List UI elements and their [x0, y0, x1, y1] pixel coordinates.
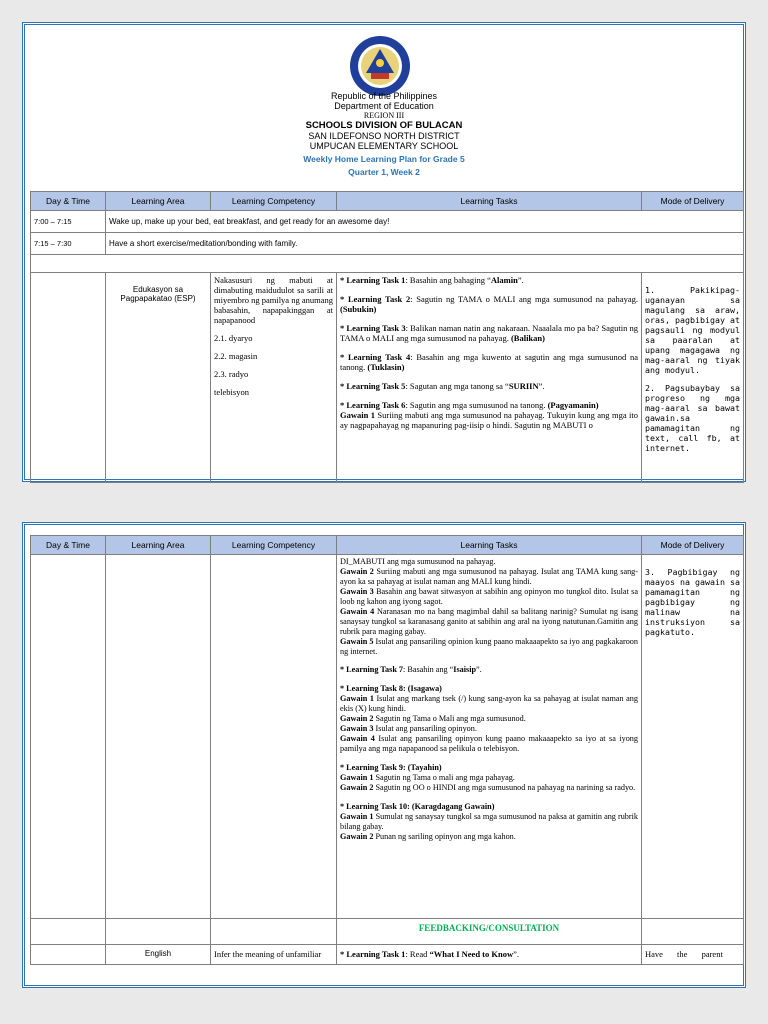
feedback-consultation: FEEDBACKING/CONSULTATION	[337, 919, 642, 945]
page-1	[22, 22, 746, 482]
routine-text: Have a short exercise/meditation/bonding with family.	[106, 233, 744, 255]
learning-area-english: English	[106, 945, 211, 965]
table-row-esp-continued	[31, 555, 744, 919]
table-row-english	[31, 945, 744, 965]
learning-area-cell	[106, 555, 211, 919]
table-row-feedback	[31, 919, 744, 945]
empty-cell	[106, 919, 211, 945]
header-school: UMPUCAN ELEMENTARY SCHOOL	[309, 141, 459, 151]
empty-cell	[642, 919, 744, 945]
col-learning-tasks: Learning Tasks	[337, 536, 642, 555]
col-mode-of-delivery: Mode of Delivery	[642, 536, 744, 555]
time-cell: 7:15 – 7:30	[31, 233, 106, 255]
task-1: * Learning Task 1: Basahin ang bahaging “Alamin”.	[340, 275, 524, 285]
delivery-item-3: 3. Pagbibigay ng maayos na gawain sa pamamagitan ng pagbibigay ng malinaw na instruksiyon sa pagkatuto.	[645, 567, 740, 637]
plan-title: Weekly Home Learning Plan for Grade 5	[303, 154, 465, 164]
task-10: * Learning Task 10: (Karagdagang Gawain) Gawain 1 Sumulat ng sanaysay tungkol sa mga sumusunod na paksa at gamitin ang rubrik bilang gabay. Gawain 2 Punan ng sariling opinyon ang mga kahon.	[340, 802, 638, 841]
table-row	[31, 233, 744, 255]
page-2	[22, 522, 746, 988]
table-row-spacer	[31, 255, 744, 273]
col-day-time: Day & Time	[31, 192, 106, 211]
task-5: * Learning Task 5: Sagutan ang mga tanong sa “SURIIN”.	[340, 381, 545, 391]
col-learning-area: Learning Area	[106, 192, 211, 211]
task-6: * Learning Task 6: Sagutin ang mga sumusunod na tanong. (Pagyamanin) Gawain 1 Suriing mabuti ang mga sumusunod na pahayag. Tukuyin kung ang mga ito ay nagpapahayag ng mapanuring pag-iisip o hindi. Sagutin ng MABUTI o	[340, 400, 638, 430]
spacer-cell	[31, 255, 744, 273]
table-row-esp	[31, 273, 744, 483]
competency-cell	[211, 273, 337, 483]
competency-english: Infer the meaning of unfamiliar	[211, 945, 337, 965]
col-learning-competency: Learning Competency	[211, 536, 337, 555]
col-learning-area: Learning Area	[106, 536, 211, 555]
competency-item: 2.3. radyo	[214, 369, 249, 379]
header-region: REGION III	[363, 111, 405, 120]
quarter-label: Quarter 1, Week 2	[348, 167, 420, 177]
task-7: * Learning Task 7: Basahin ang “Isaisip”.	[340, 665, 482, 674]
task-3: * Learning Task 3: Balikan naman natin ang nakaraan. Naaalala mo pa ba? Sagutin ng TAMA o MALI ang mga sumusunod na pahayag. (Balikan)	[340, 323, 638, 343]
header-district: SAN ILDEFONSO NORTH DISTRICT	[308, 131, 460, 141]
header-division: SCHOOLS DIVISION OF BULACAN	[305, 120, 463, 131]
learning-area-esp: Edukasyon sa Pagpapakatao (ESP)	[106, 273, 211, 483]
header-republic: Republic of the Philippines	[330, 91, 438, 101]
document-header	[25, 91, 743, 179]
empty-cell	[31, 919, 106, 945]
col-mode-of-delivery: Mode of Delivery	[642, 192, 744, 211]
plan-table-page-2	[30, 535, 744, 965]
day-time-cell	[31, 273, 106, 483]
routine-text: Wake up, make up your bed, eat breakfast, and get ready for an awesome day!	[106, 211, 744, 233]
learning-tasks-cell	[337, 273, 642, 483]
task-6-continued: DI_MABUTI ang mga sumusunod na pahayag. Gawain 2 Suriing mabuti ang mga sumusunod na pahayag. Isulat ang TAMA kung sang-ayon ka sa pahayag at isulat naman ang MALI kung hindi. Gawain 3 Basahin ang bawat sitwasyon at sabihin ang opinyon mo tungkol dito. Isulat sa loob ng kahon ang iyong sagot. Gawain 4 Naranasan mo na bang magimbal dahil sa balitang narinig? Sumulat ng isang sanaysay tungkol sa karanasang ganito at sabihin ang aral na iyong natutunan.Gamitin ang rubrik para maging gabay. Gawain 5 Isulat ang pansariling opinion kung paano makaaapekto sa iyo ang pagkakaroon ng internet.	[340, 557, 638, 656]
col-learning-tasks: Learning Tasks	[337, 192, 642, 211]
mode-of-delivery-cell	[642, 555, 744, 919]
competency-item: telebisyon	[214, 387, 249, 397]
col-learning-competency: Learning Competency	[211, 192, 337, 211]
plan-table-page-1	[30, 191, 744, 483]
col-day-time: Day & Time	[31, 536, 106, 555]
table-header-row	[31, 192, 744, 211]
delivery-item-1: 1. Pakikipag-uganayan sa magulang sa araw, oras, pagbibigay at pagsauli ng modyul sa paaralan at upang magagawa ng mag-aaral ng tiyak ang modyul.	[645, 285, 740, 375]
task-2: * Learning Task 2: Sagutin ng TAMA o MALI ang mga sumusunod na pahayag. (Subukin)	[340, 294, 638, 314]
delivery-item-2: 2. Pagsubaybay sa progreso ng mga mag-aaral sa bawat gawain.sa pamamagitan ng text, call fb, at internet.	[645, 383, 740, 453]
delivery-english: Have the parent	[642, 945, 744, 965]
competency-item: 2.1. dyaryo	[214, 333, 253, 343]
empty-cell	[211, 919, 337, 945]
header-department: Department of Education	[334, 101, 434, 111]
task-8: * Learning Task 8: (Isagawa) Gawain 1 Isulat ang markang tsek (/) kung sang-ayon ka sa pahayag at isulat naman ang ekis (X) kung hindi. Gawain 2 Sagutin ng Tama o Mali ang mga sumusunod. Gawain 3 Isulat ang pansariling opinyon. Gawain 4 Isulat ang pansariling opinyon kung paano makaaapekto sa iyo at sa iyong pamilya ang mga napapanood sa pelikula o telebisyon.	[340, 684, 638, 753]
table-header-row	[31, 536, 744, 555]
day-time-cell	[31, 945, 106, 965]
deped-seal-icon	[349, 35, 411, 97]
task-9: * Learning Task 9: (Tayahin) Gawain 1 Sagutin ng Tama o mali ang mga pahayag. Gawain 2 Sagutin ng OO o HINDI ang mga sumusunod na pahayag na narining sa radyo.	[340, 763, 636, 792]
mode-of-delivery-cell	[642, 273, 744, 483]
competency-item: 2.2. magasin	[214, 351, 258, 361]
english-task-1: * Learning Task 1: Read “What I Need to Know”.	[337, 945, 642, 965]
task-4: * Learning Task 4: Basahin ang mga kuwento at sagutin ang mga sumusunod na tanong. (Tuklasin)	[340, 352, 638, 372]
time-cell: 7:00 – 7:15	[31, 211, 106, 233]
day-time-cell	[31, 555, 106, 919]
learning-tasks-cell	[337, 555, 642, 919]
competency-text: Nakasusuri ng mabuti at dimabuting maidudulot sa sarili at miyembro ng pamilya ng anumang babasahin, napapakinggan at napapanood	[214, 275, 333, 325]
competency-cell	[211, 555, 337, 919]
table-row	[31, 211, 744, 233]
